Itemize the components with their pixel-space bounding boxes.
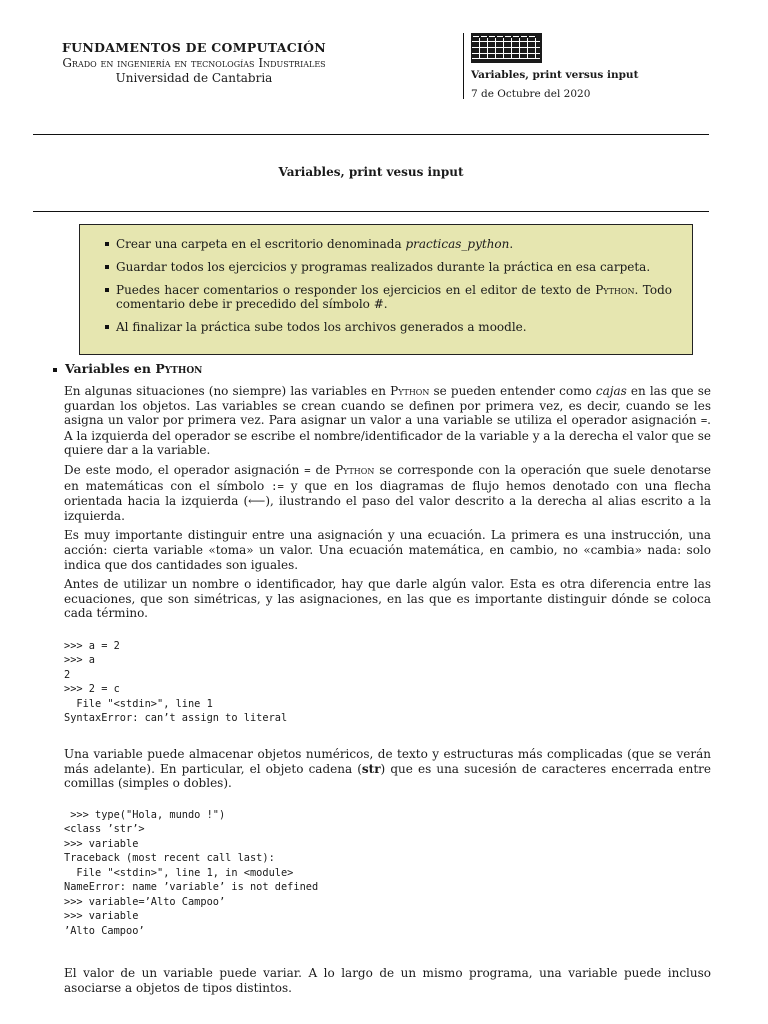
paragraph: Antes de utilizar un nombre o identificador, hay que darle algún valor. Esta es otra diferencia entre las ecuaciones, que son simétricas, y las asignaciones, en las que es importante distinguir dónde se coloca cada término.	[64, 577, 711, 621]
instructions-list	[80, 225, 692, 334]
folder-name: practicas_python	[405, 237, 510, 251]
course-title: FUNDAMENTOS DE COMPUTACIÓN	[61, 40, 327, 55]
paragraph: Una variable puede almacenar objetos numéricos, de texto y estructuras más complicadas (que se verán más adelante). En particular, el objeto cadena (str) que es una sucesión de caracteres encerrada entre comillas (simples o dobles).	[64, 746, 711, 791]
top-rule	[33, 134, 709, 135]
header-topic: Variables, print versus input	[471, 69, 639, 81]
instructions-box	[79, 224, 693, 355]
variables-section	[49, 361, 711, 995]
section-body	[49, 384, 711, 995]
code-block: >>> a = 2 >>> a 2 >>> 2 = c File "<stdin>", line 1 SyntaxError: can’t assign to literal	[64, 639, 288, 725]
keyboard-logo-icon	[471, 33, 542, 63]
document-header	[0, 0, 768, 110]
topic-block	[471, 33, 671, 100]
degree-name: Grado en ingeniería en tecnologías Industriales	[62, 56, 326, 70]
python-name: Python	[595, 283, 635, 297]
paragraph: El valor de un variable puede variar. A lo largo de un mismo programa, una variable puede incluso asociarse a objetos de tipos distintos.	[64, 966, 711, 995]
instruction-item: Crear una carpeta en el escritorio denominada practicas_python.	[116, 237, 672, 251]
section-heading: Variables en Python	[49, 361, 711, 376]
paragraph: En algunas situaciones (no siempre) las variables en Python se pueden entender como cajas en las que se guardan los objetos. Las variables se crean cuando se definen por primera vez, es decir, cuando se les asigna un valor por primera vez. Para asignar un valor a una variable se utiliza el operador asignación =. A la izquierda del operador se escribe el nombre/identificador de la variable y a la derecha el valor que se quiere dar a la variable.	[64, 384, 712, 458]
course-block	[40, 40, 348, 85]
header-divider	[463, 33, 464, 99]
header-date: 7 de Octubre del 2020	[471, 88, 591, 100]
instruction-item: Al finalizar la práctica sube todos los archivos generados a moodle.	[116, 320, 672, 334]
bottom-rule	[33, 211, 709, 212]
paragraph: De este modo, el operador asignación = de Python se corresponde con la operación que suele denotarse en matemáticas con el símbolo := y que en los diagramas de flujo hemos denotado con una flecha orientada hacia la izquierda (⟵), ilustrando el paso del valor descrito a la derecha al alias escrito a la izquierda.	[64, 462, 711, 523]
instruction-item: Guardar todos los ejercicios y programas realizados durante la práctica en esa carpeta.	[116, 260, 672, 274]
instruction-item: Puedes hacer comentarios o responder los ejercicios en el editor de texto de Python. Todo comentario debe ir precedido del símbolo #.	[116, 283, 672, 311]
university-name: Universidad de Cantabria	[115, 71, 273, 85]
paragraph: Es muy importante distinguir entre una asignación y una ecuación. La primera es una instrucción, una acción: cierta variable «toma» un valor. Una ecuación matemática, en cambio, no «cambia» nada: solo indica que dos cantidades son iguales.	[64, 528, 711, 572]
page-title: Variables, print vesus input	[278, 165, 464, 179]
code-block: >>> type("Hola, mundo !") <class ’str’> >>> variable Traceback (most recent call last): File "<stdin>", line 1, in <module> NameError: name ’variable’ is not defined >>> variable=’Alto Campoo’ >>> variable ’Alto Campoo’	[64, 808, 319, 937]
